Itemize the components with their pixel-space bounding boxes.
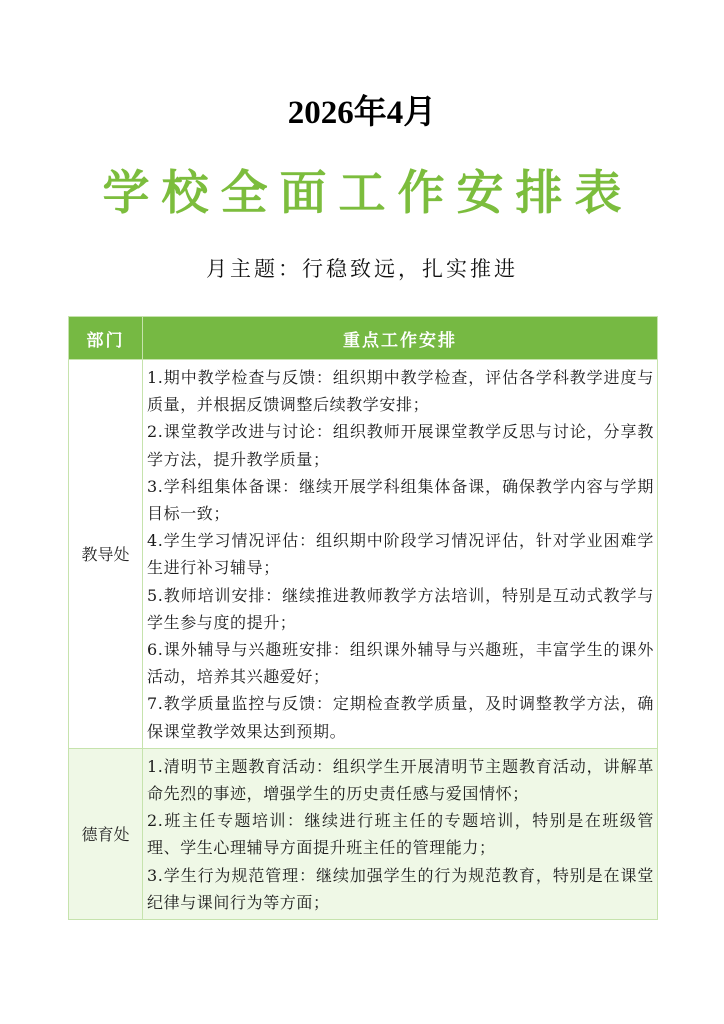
- task-item: 2.班主任专题培训：继续进行班主任的专题培训，特别是在班级管理、学生心理辅导方面提升班主任的管理能力；: [147, 811, 654, 858]
- task-item: 7.教学质量监控与反馈：定期检查教学质量，及时调整教学方法，确保课堂教学效果达到预期。: [147, 694, 654, 741]
- task-item: 1.期中教学检查与反馈：组织期中教学检查，评估各学科教学进度与质量，并根据反馈调整后续教学安排；: [147, 368, 654, 415]
- task-item: 3.学科组集体备课：继续开展学科组集体备课，确保教学内容与学期目标一致；: [147, 476, 654, 524]
- table-header-row: [69, 317, 658, 360]
- task-item: 2.课堂教学改进与讨论：组织教师开展课堂教学反思与讨论，分享教学方法，提升教学质量；: [147, 422, 654, 469]
- tasks-cell: [143, 748, 658, 919]
- task-item: 4.学生学习情况评估：组织期中阶段学习情况评估，针对学业困难学生进行补习辅导；: [147, 531, 654, 578]
- task-item: 3.学生行为规范管理：继续加强学生的行为规范教育，特别是在课堂纪律与课间行为等方面；: [147, 865, 654, 912]
- department-cell: 德育处: [69, 748, 143, 919]
- table-row-moral-education: [69, 748, 658, 919]
- tasks-cell: [143, 360, 658, 749]
- column-header-key-work: 重点工作安排: [143, 317, 658, 360]
- task-item: 6.课外辅导与兴趣班安排：组织课外辅导与兴趣班，丰富学生的课外活动，培养其兴趣爱好；: [147, 640, 654, 687]
- work-plan-table: [68, 316, 658, 920]
- task-item: 5.教师培训安排：继续推进教师教学方法培训，特别是互动式教学与学生参与度的提升；: [147, 585, 654, 632]
- column-header-department: 部门: [69, 317, 143, 360]
- monthly-theme: 月主题：行稳致远，扎实推进: [206, 257, 518, 281]
- table-row-academic-affairs: [69, 360, 658, 749]
- task-list: [147, 364, 654, 745]
- task-list: [147, 753, 654, 916]
- date-heading: 2026年4月: [287, 95, 437, 131]
- department-cell: 教导处: [69, 360, 143, 749]
- task-item: 1.清明节主题教育活动：组织学生开展清明节主题教育活动，讲解革命先烈的事迹，增强学生的历史责任感与爱国情怀；: [147, 756, 654, 804]
- page-title: 学校全面工作安排表: [102, 166, 634, 221]
